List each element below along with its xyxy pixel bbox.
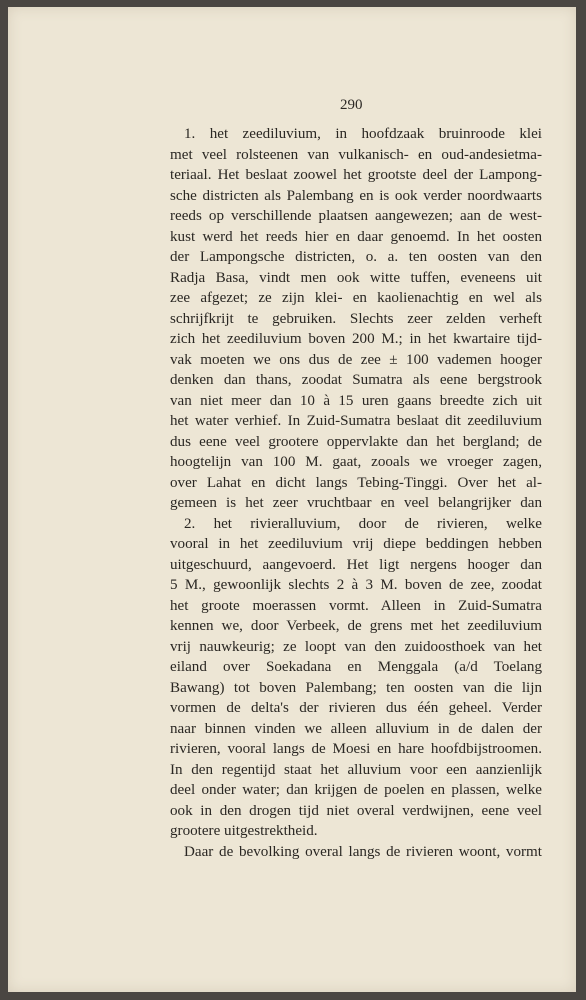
text-line: schrijfkrijt te gebruiken. Slechts zeer zelden verheft xyxy=(170,310,542,327)
text-line: grootere uitgestrektheid. xyxy=(170,823,318,839)
text-line: vrij nauwkeurig; ze loopt van den zuidoosthoek van het xyxy=(170,638,542,655)
text-line: Bawang) tot boven Palembang; ten oosten van die lijn xyxy=(170,679,542,696)
text-line: In den regentijd staat het alluvium voor een aanzienlijk xyxy=(170,761,542,778)
text-line: zee afgezet; ze zijn klei- en kaolienachtig en wel als xyxy=(170,290,542,306)
text-line: over Lahat en dicht langs Tebing-Tinggi. Over het al- xyxy=(170,474,542,491)
page-number: 290 xyxy=(340,97,363,113)
text-line: vak moeten we ons dus de zee ± 100 vademen hooger xyxy=(170,351,542,368)
text-line: het groote moerassen vormt. Alleen in Zuid-Sumatra xyxy=(170,597,542,614)
book-page xyxy=(8,7,576,992)
text-line: dus eene veel grootere oppervlakte dan het bergland; de xyxy=(170,433,542,450)
text-line: 1. het zeediluvium, in hoofdzaak bruinroode klei xyxy=(184,126,542,142)
text-line: 2. het rivieralluvium, door de rivieren, welke xyxy=(184,515,542,532)
text-line: der Lampongsche districten, o. a. ten oosten van den xyxy=(170,249,542,265)
text-line: vormen de delta's der rivieren dus één geheel. Verder xyxy=(170,700,542,716)
text-line: sche districten als Palembang en is ook verder noordwaarts xyxy=(170,187,542,204)
text-line: hoogtelijn van 100 M. gaat, zooals we vroeger zagen, xyxy=(170,454,542,470)
text-line: het water verhief. In Zuid-Sumatra beslaat dit zeediluvium xyxy=(170,413,542,429)
text-line: eiland over Soekadana en Menggala (a/d Toelang xyxy=(170,659,542,675)
text-line: gemeen is het zeer vruchtbaar en veel belangrijker dan xyxy=(170,495,542,511)
body-text xyxy=(170,124,542,862)
text-line: kust werd het reeds hier en daar genoemd. In het oosten xyxy=(170,228,542,245)
text-line: vooral in het zeediluvium vrij diepe beddingen hebben xyxy=(170,536,542,552)
text-line: Daar de bevolking overal langs de rivieren woont, vormt xyxy=(184,843,542,860)
text-line: denken dan thans, zoodat Sumatra als eene bergstrook xyxy=(170,372,542,388)
text-line: uitgeschuurd, aangevoerd. Het ligt nergens hooger dan xyxy=(170,556,542,573)
text-line: zich het zeediluvium boven 200 M.; in het kwartaire tijd- xyxy=(170,331,542,347)
text-line: ook in den drogen tijd niet overal verdwijnen, eene veel xyxy=(170,802,542,819)
text-line: naar binnen vinden we alleen alluvium in de dalen der xyxy=(170,720,542,737)
text-line: Radja Basa, vindt men ook witte tuffen, eveneens uit xyxy=(170,269,542,286)
text-line: deel onder water; dan krijgen de poelen en plassen, welke xyxy=(170,782,542,798)
text-line: 5 M., gewoonlijk slechts 2 à 3 M. boven de zee, zoodat xyxy=(170,577,542,593)
text-line: kennen we, door Verbeek, de grens met het zeediluvium xyxy=(170,618,542,634)
text-line: met veel rolsteenen van vulkanisch- en oud-andesietma- xyxy=(170,146,542,163)
text-line: reeds op verschillende plaatsen aangewezen; aan de west- xyxy=(170,208,542,224)
text-line: rivieren, vooral langs de Moesi en hare hoofdbijstroomen. xyxy=(170,741,542,757)
text-line: van niet meer dan 10 à 15 uren gaans breedte zich uit xyxy=(170,392,542,409)
text-line: teriaal. Het beslaat zoowel het grootste deel der Lampong- xyxy=(170,167,542,183)
